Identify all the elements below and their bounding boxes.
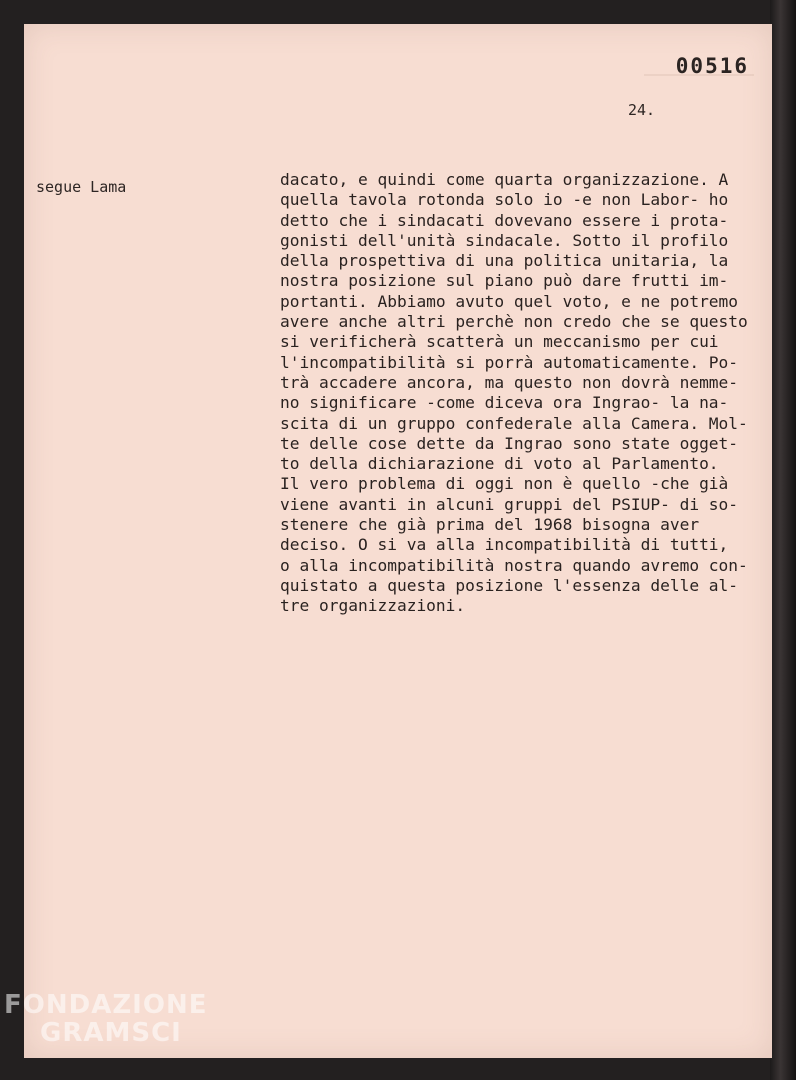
text-line: tre organizzazioni.	[280, 596, 466, 616]
text-line: della prospettiva di una politica unitaria, la	[280, 251, 729, 271]
binding-edge	[770, 0, 796, 1080]
watermark-line2: GRAMSCI	[40, 1018, 182, 1048]
text-line: Il vero problema di oggi non è quello -che già	[280, 474, 729, 494]
text-line: no significare -come diceva ora Ingrao- la na-	[280, 393, 729, 413]
archive-number: 00516	[675, 54, 749, 78]
text-line: to della dichiarazione di voto al Parlamento.	[280, 454, 719, 474]
text-line: viene avanti in alcuni gruppi del PSIUP- di so-	[280, 494, 739, 514]
text-line: l'incompatibilità si porrà automaticamente. Po-	[280, 352, 739, 372]
text-line: portanti. Abbiamo avuto quel voto, e ne potremo	[280, 291, 739, 311]
text-line: si verificherà scatterà un meccanismo per cui	[280, 332, 719, 352]
speaker-label: segue Lama	[36, 178, 127, 196]
fondazione-gramsci-watermark	[4, 992, 207, 1046]
text-line: te delle cose dette da Ingrao sono state ogget-	[280, 433, 739, 453]
text-line: gonisti dell'unità sindacale. Sotto il profilo	[280, 230, 729, 250]
text-line: quella tavola rotonda solo io -e non Labor- ho	[280, 190, 729, 210]
text-line: deciso. O si va alla incompatibilità di tutti,	[280, 535, 729, 555]
text-line: quistato a questa posizione l'essenza delle al-	[280, 575, 739, 595]
bleed-through-stain	[644, 74, 754, 106]
text-line: stenere che già prima del 1968 bisogna aver	[280, 515, 700, 535]
text-line: o alla incompatibilità nostra quando avremo con-	[280, 555, 748, 575]
text-line: scita di un gruppo confederale alla Camera. Mol-	[280, 413, 748, 433]
text-line: detto che i sindacati dovevano essere i prota-	[280, 210, 729, 230]
text-line: avere anche altri perchè non credo che se questo	[280, 312, 748, 332]
text-line: dacato, e quindi come quarta organizzazione. A	[280, 170, 729, 189]
watermark-line1: FONDAZIONE	[4, 990, 208, 1020]
page-number: 24.	[628, 101, 656, 119]
text-line: trà accadere ancora, ma questo non dovrà nemme-	[280, 372, 739, 392]
text-line: nostra posizione sul piano può dare frutti im-	[280, 271, 729, 291]
body-text	[280, 170, 750, 617]
